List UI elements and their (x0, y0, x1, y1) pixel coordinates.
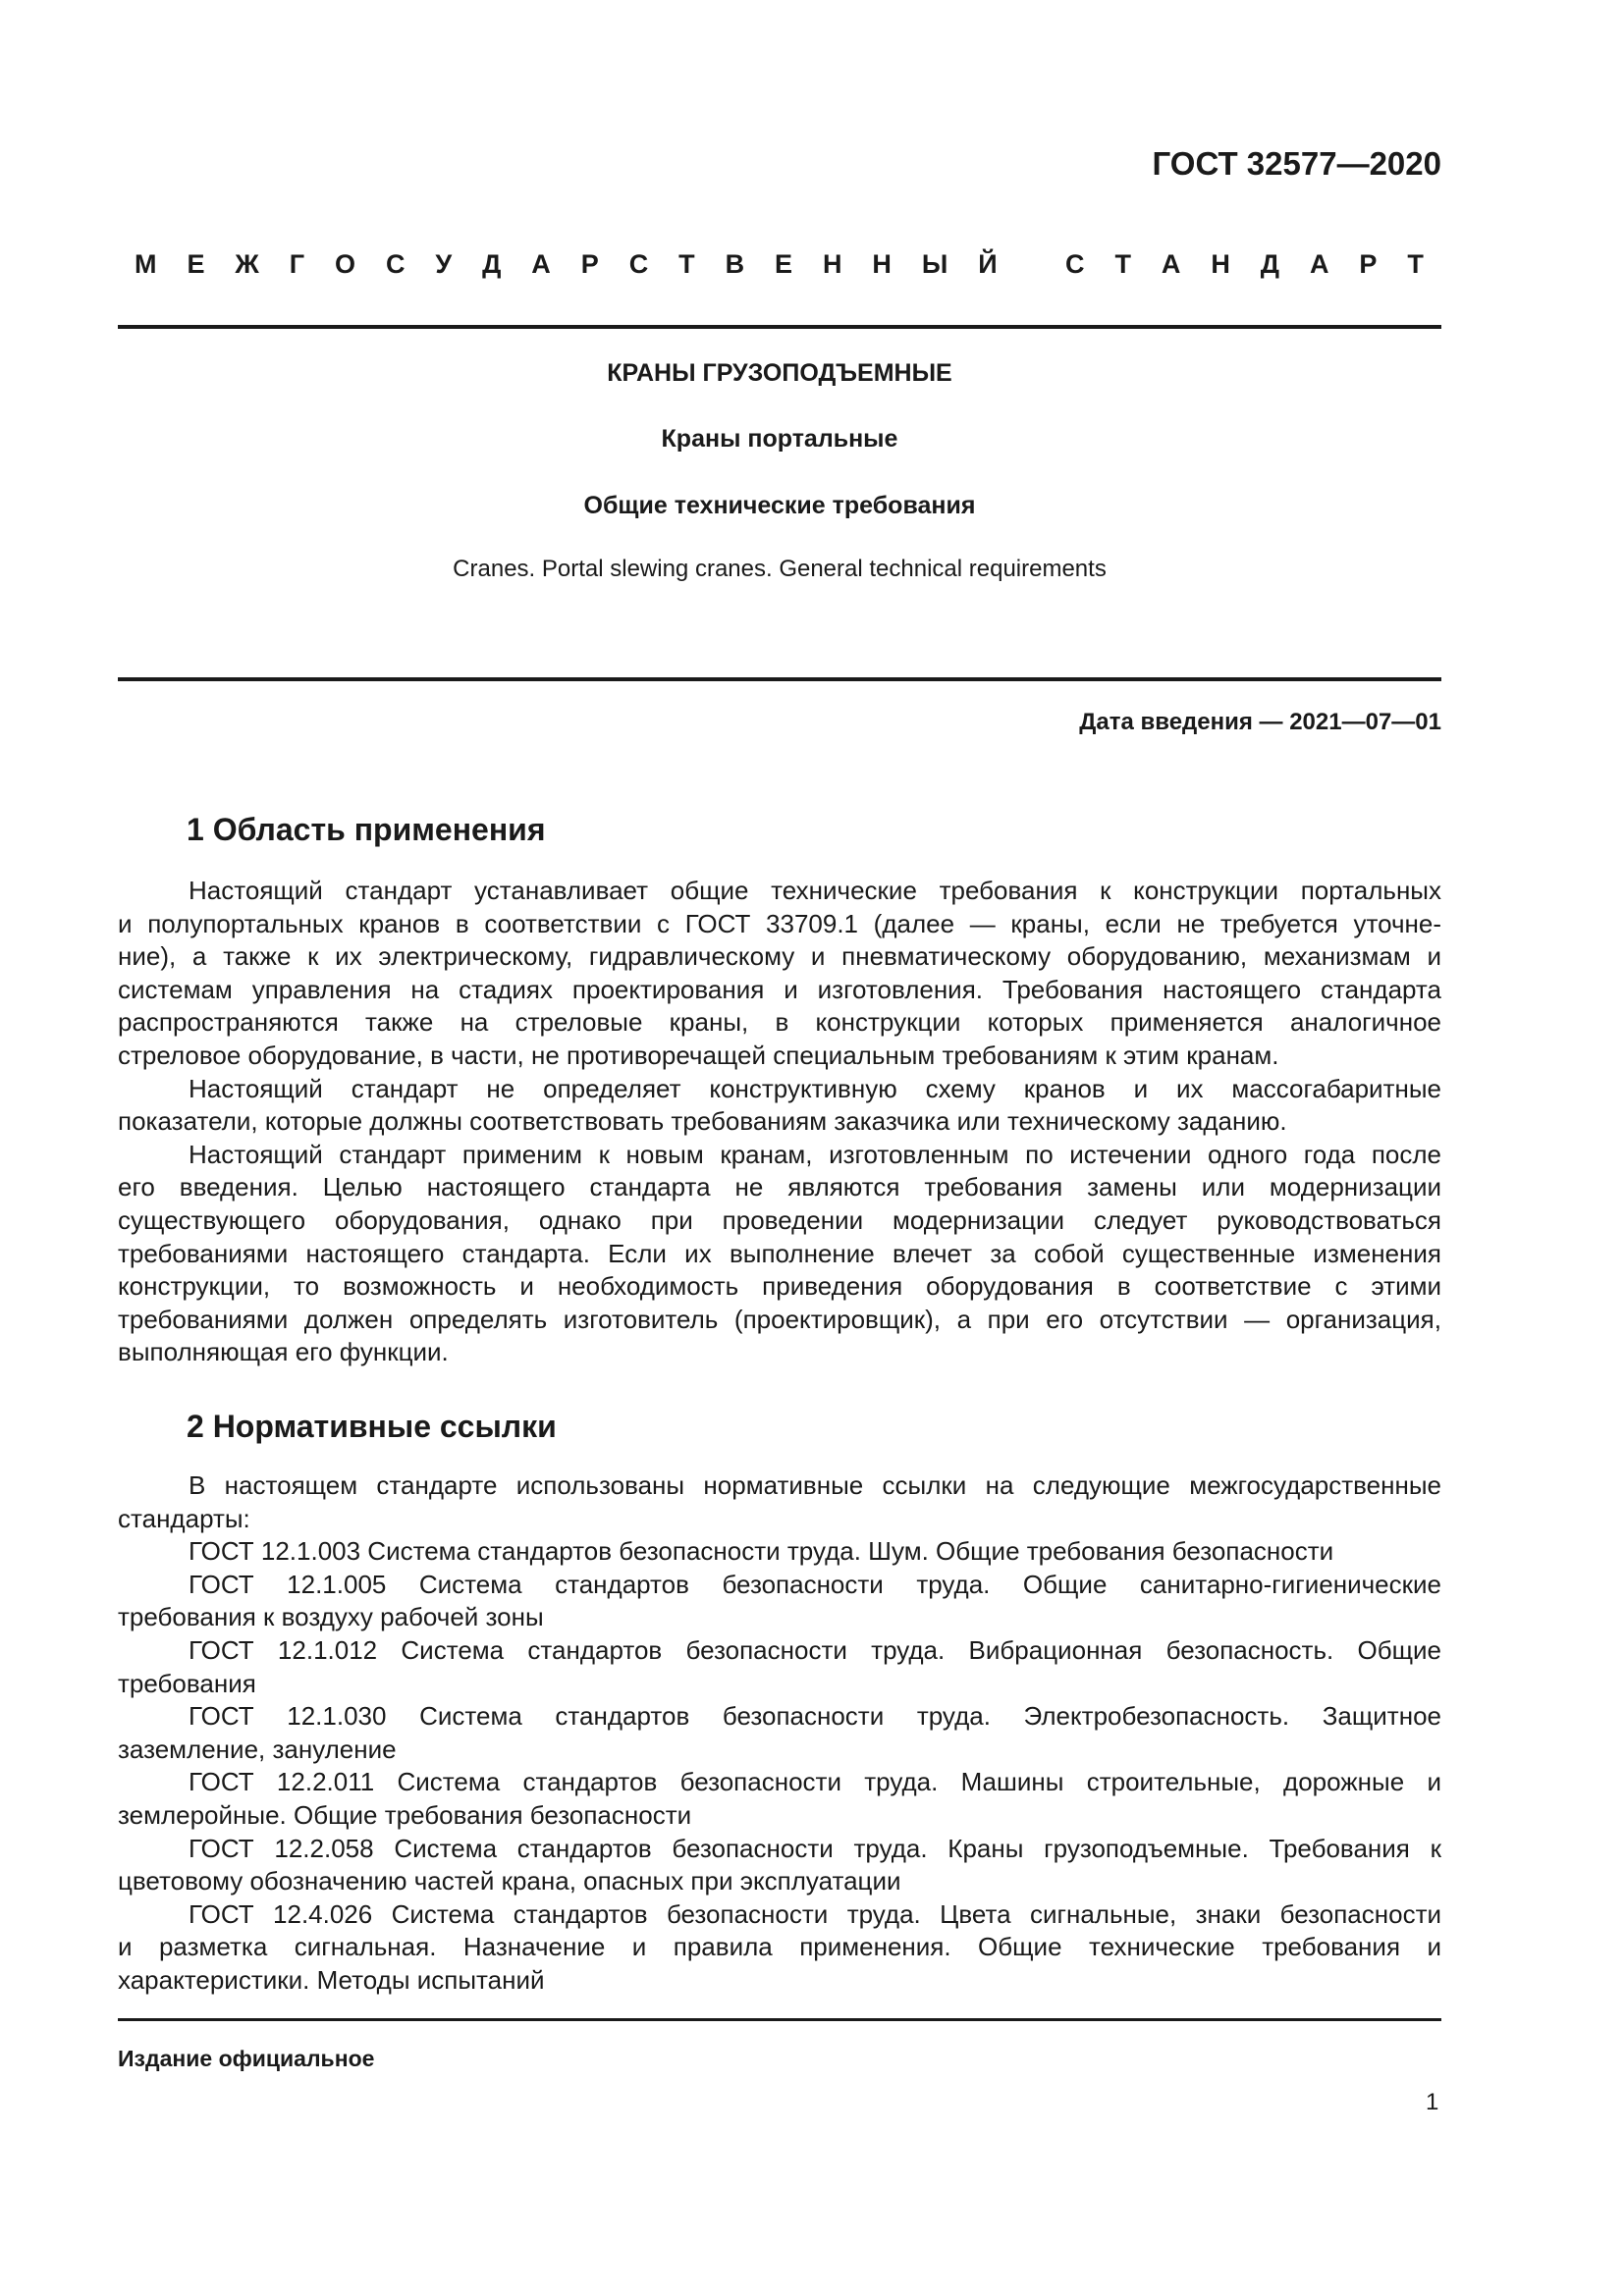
document-kind-letter (1028, 249, 1036, 280)
title-main: КРАНЫ ГРУЗОПОДЪЕМНЫЕ (607, 359, 952, 387)
footer-divider (118, 2018, 1441, 2021)
document-kind-letter: У (435, 249, 453, 279)
text-line: выполняющая его функции. (118, 1337, 449, 1367)
document-kind-letter: О (334, 249, 355, 279)
text-line: ние), а также к их электрическому, гидравлическому и пневматическому оборудованию, механизмам и (118, 941, 1441, 972)
text-line: ГОСТ 12.4.026 Система стандартов безопасности труда. Цвета сигнальные, знаки безопасности (189, 1898, 1441, 1929)
document-kind-letter: С (385, 249, 406, 279)
text-line: стреловое оборудование, в части, не противоречащей специальным требованиям к этим кранам. (118, 1040, 1279, 1070)
title-divider (118, 677, 1441, 681)
text-line: и полупортальных кранов в соответствии с ГОСТ 33709.1 (далее — краны, если не требуется уточне- (118, 908, 1441, 938)
document-kind-letter: Д (1260, 249, 1279, 279)
document-kind-letter: Ы (921, 249, 948, 279)
text-line: его введения. Целью настоящего стандарта не являются требования замены или модернизации (118, 1172, 1441, 1202)
document-kind-letter: Н (1211, 249, 1230, 279)
document-kind-letter: Е (187, 249, 205, 279)
title-subsub: Общие технические требования (583, 492, 976, 519)
document-kind-letter: Т (1114, 249, 1131, 279)
text-line: требованиями настоящего стандарта. Если их выполнение влечет за собой существенные изменения (118, 1238, 1441, 1268)
text-line: требования к воздуху рабочей зоны (118, 1602, 544, 1632)
document-kind-letter: Г (289, 249, 305, 279)
text-line: и разметка сигнальная. Назначение и правила применения. Общие технические требования и (118, 1932, 1441, 1962)
top-divider (118, 325, 1441, 329)
text-line: ГОСТ 12.1.012 Система стандартов безопасности труда. Вибрационная безопасность. Общие (189, 1634, 1441, 1665)
document-kind-letter: В (725, 249, 745, 279)
document-kind-letter: Н (822, 249, 842, 279)
text-line: стандарты: (118, 1503, 250, 1533)
document-kind-letter: С (628, 249, 649, 279)
document-kind-letter: Е (775, 249, 793, 279)
document-number: ГОСТ 32577—2020 (1152, 145, 1441, 182)
text-line: цветовому обозначению частей крана, опасных при эксплуатации (118, 1866, 901, 1896)
text-line: существующего оборудования, однако при проведении модернизации следует руководствоваться (118, 1204, 1441, 1235)
title-sub: Краны портальные (661, 425, 898, 453)
text-line: заземление, зануление (118, 1734, 397, 1764)
section-2-heading: 2 Нормативные ссылки (187, 1409, 557, 1444)
edition-label: Издание официальное (118, 2046, 375, 2071)
document-kind-letter: С (1065, 249, 1085, 279)
text-line: землеройные. Общие требования безопасности (118, 1799, 692, 1830)
section-1-body (118, 875, 1441, 1369)
text-line: ГОСТ 12.1.003 Система стандартов безопасности труда. Шум. Общие требования безопасности (189, 1536, 1334, 1567)
text-line: ГОСТ 12.2.011 Система стандартов безопасности труда. Машины строительные, дорожные и (189, 1767, 1441, 1797)
document-kind-letter: Р (1359, 249, 1378, 279)
text-line: ГОСТ 12.1.005 Система стандартов безопасности труда. Общие санитарно-гигиенические (189, 1569, 1441, 1599)
text-line: Настоящий стандарт применим к новым кранам, изготовленным по истечении одного года после (189, 1139, 1441, 1169)
document-kind-letter: М (135, 249, 157, 279)
text-line: системам управления на стадиях проектирования и изготовления. Требования настоящего стандарта (118, 974, 1441, 1004)
text-line: Настоящий стандарт не определяет конструктивную схему кранов и их массогабаритные (189, 1073, 1441, 1103)
document-kind-letter: Й (978, 249, 998, 279)
document-kind-letter: Д (482, 249, 502, 279)
document-kind-letter: Т (678, 249, 695, 279)
document-kind-letter: Т (1407, 249, 1424, 279)
document-kind-letter: А (1309, 249, 1329, 279)
text-line: конструкции, то возможность и необходимость приведения оборудования в соответствие с этими (118, 1271, 1441, 1302)
introduction-date: Дата введения — 2021—07—01 (1079, 709, 1441, 735)
title-english: Cranes. Portal slewing cranes. General technical requirements (453, 556, 1107, 582)
text-line: В настоящем стандарте использованы нормативные ссылки на следующие межгосударственные (189, 1470, 1441, 1500)
text-line: ГОСТ 12.1.030 Система стандартов безопасности труда. Электробезопасность. Защитное (189, 1701, 1441, 1732)
text-line: показатели, которые должны соответствовать требованиям заказчика или техническому заданию. (118, 1106, 1287, 1137)
section-2-body (118, 1469, 1441, 1998)
document-kind-letter: Р (580, 249, 599, 279)
text-line: характеристики. Методы испытаний (118, 1964, 545, 1995)
text-line: требования (118, 1668, 256, 1698)
document-kind (135, 249, 1424, 280)
text-line: требованиями должен определять изготовитель (проектировщик), а при его отсутствии — организация, (118, 1304, 1441, 1334)
text-line: ГОСТ 12.2.058 Система стандартов безопасности труда. Краны грузоподъемные. Требования к (189, 1833, 1441, 1863)
page-number: 1 (1426, 2089, 1439, 2115)
document-kind-letter: Н (872, 249, 892, 279)
text-line: распространяются также на стреловые краны, в конструкции которых применяется аналогичное (118, 1007, 1441, 1038)
document-kind-letter: Ж (235, 249, 259, 279)
section-1-heading: 1 Область применения (187, 812, 546, 847)
text-line: Настоящий стандарт устанавливает общие технические требования к конструкции портальных (189, 876, 1441, 905)
document-kind-letter: А (1161, 249, 1181, 279)
document-kind-letter: А (531, 249, 551, 279)
